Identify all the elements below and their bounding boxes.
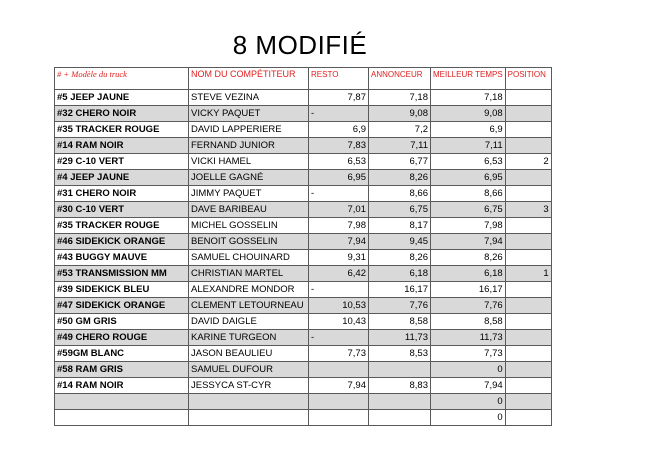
- cell-meilleur-temps: 7,98: [431, 218, 506, 234]
- table-row: [55, 410, 552, 426]
- cell-truck: #14 RAM NOIR: [55, 138, 189, 154]
- cell-resto: 10,53: [309, 298, 369, 314]
- cell-position: [505, 394, 551, 410]
- cell-meilleur-temps: 6,9: [431, 122, 506, 138]
- cell-position: [505, 314, 551, 330]
- cell-truck: #39 SIDEKICK BLEU: [55, 282, 189, 298]
- cell-competiteur: JIMMY PAQUET: [189, 186, 309, 202]
- cell-position: [505, 234, 551, 250]
- cell-meilleur-temps: 7,94: [431, 234, 506, 250]
- cell-annonceur: 8,53: [369, 346, 431, 362]
- cell-truck: #59GM BLANC: [55, 346, 189, 362]
- cell-annonceur: 8,58: [369, 314, 431, 330]
- results-table: [54, 67, 552, 426]
- cell-position: [505, 138, 551, 154]
- cell-truck: #29 C-10 VERT: [55, 154, 189, 170]
- cell-meilleur-temps: 6,18: [431, 266, 506, 282]
- cell-annonceur: 6,75: [369, 202, 431, 218]
- table-row: [55, 186, 552, 202]
- cell-competiteur: DAVID DAIGLE: [189, 314, 309, 330]
- cell-annonceur: 6,18: [369, 266, 431, 282]
- table-row: [55, 266, 552, 282]
- cell-competiteur: CHRISTIAN MARTEL: [189, 266, 309, 282]
- cell-annonceur: 8,26: [369, 250, 431, 266]
- cell-competiteur: VICKY PAQUET: [189, 106, 309, 122]
- cell-truck: #43 BUGGY MAUVE: [55, 250, 189, 266]
- col-header-meilleur-temps: MEILLEUR TEMPS: [431, 68, 506, 90]
- table-row: [55, 154, 552, 170]
- cell-meilleur-temps: 6,53: [431, 154, 506, 170]
- table-row: [55, 170, 552, 186]
- cell-truck: #49 CHERO ROUGE: [55, 330, 189, 346]
- cell-meilleur-temps: 7,11: [431, 138, 506, 154]
- cell-position: [505, 90, 551, 106]
- table-row: [55, 234, 552, 250]
- table-row: [55, 362, 552, 378]
- cell-resto: 9,31: [309, 250, 369, 266]
- cell-truck: #35 TRACKER ROUGE: [55, 218, 189, 234]
- cell-competiteur: [189, 410, 309, 426]
- cell-competiteur: CLEMENT LETOURNEAU: [189, 298, 309, 314]
- cell-annonceur: 8,26: [369, 170, 431, 186]
- cell-meilleur-temps: 8,66: [431, 186, 506, 202]
- cell-meilleur-temps: 9,08: [431, 106, 506, 122]
- cell-position: [505, 218, 551, 234]
- col-header-modele: # + Modèle du truck: [55, 68, 189, 90]
- cell-position: [505, 330, 551, 346]
- table-row: [55, 314, 552, 330]
- cell-resto: [309, 362, 369, 378]
- sheet-title: 8 MODIFIÉ: [232, 30, 368, 60]
- cell-truck: [55, 410, 189, 426]
- cell-position: 3: [505, 202, 551, 218]
- cell-meilleur-temps: 16,17: [431, 282, 506, 298]
- cell-position: [505, 170, 551, 186]
- cell-annonceur: 6,77: [369, 154, 431, 170]
- cell-meilleur-temps: 7,18: [431, 90, 506, 106]
- cell-position: [505, 250, 551, 266]
- cell-truck: #5 JEEP JAUNE: [55, 90, 189, 106]
- col-header-resto: RESTO: [309, 68, 369, 90]
- col-header-position: POSITION: [505, 68, 551, 90]
- cell-resto: [309, 410, 369, 426]
- table-row: [55, 90, 552, 106]
- table-row: [55, 218, 552, 234]
- cell-truck: #35 TRACKER ROUGE: [55, 122, 189, 138]
- table-row: [55, 282, 552, 298]
- cell-competiteur: FERNAND JUNIOR: [189, 138, 309, 154]
- cell-resto: 7,94: [309, 378, 369, 394]
- col-header-annonceur: ANNONCEUR: [369, 68, 431, 90]
- cell-resto: -: [309, 186, 369, 202]
- cell-position: [505, 378, 551, 394]
- cell-truck: #30 C-10 VERT: [55, 202, 189, 218]
- cell-competiteur: ALEXANDRE MONDOR: [189, 282, 309, 298]
- cell-annonceur: 11,73: [369, 330, 431, 346]
- cell-meilleur-temps: 7,76: [431, 298, 506, 314]
- cell-meilleur-temps: 7,73: [431, 346, 506, 362]
- cell-position: [505, 410, 551, 426]
- cell-truck: #32 CHERO NOIR: [55, 106, 189, 122]
- cell-annonceur: [369, 410, 431, 426]
- cell-competiteur: BENOIT GOSSELIN: [189, 234, 309, 250]
- cell-competiteur: DAVE BARIBEAU: [189, 202, 309, 218]
- cell-competiteur: MICHEL GOSSELIN: [189, 218, 309, 234]
- cell-competiteur: KARINE TURGEON: [189, 330, 309, 346]
- cell-annonceur: 9,08: [369, 106, 431, 122]
- cell-competiteur: JASON BEAULIEU: [189, 346, 309, 362]
- cell-position: 2: [505, 154, 551, 170]
- cell-competiteur: SAMUEL DUFOUR: [189, 362, 309, 378]
- table-row: [55, 330, 552, 346]
- cell-resto: 7,01: [309, 202, 369, 218]
- cell-resto: -: [309, 282, 369, 298]
- cell-truck: #58 RAM GRIS: [55, 362, 189, 378]
- cell-competiteur: DAVID LAPPERIERE: [189, 122, 309, 138]
- table-row: [55, 346, 552, 362]
- cell-position: [505, 346, 551, 362]
- cell-annonceur: 8,17: [369, 218, 431, 234]
- cell-competiteur: STEVE VEZINA: [189, 90, 309, 106]
- cell-annonceur: 7,76: [369, 298, 431, 314]
- cell-meilleur-temps: 8,58: [431, 314, 506, 330]
- table-row: [55, 394, 552, 410]
- cell-annonceur: [369, 394, 431, 410]
- cell-truck: #46 SIDEKICK ORANGE: [55, 234, 189, 250]
- cell-position: 1: [505, 266, 551, 282]
- cell-truck: #31 CHERO NOIR: [55, 186, 189, 202]
- table-row: [55, 106, 552, 122]
- cell-annonceur: 9,45: [369, 234, 431, 250]
- cell-meilleur-temps: 7,94: [431, 378, 506, 394]
- cell-annonceur: [369, 362, 431, 378]
- table-row: [55, 138, 552, 154]
- cell-position: [505, 186, 551, 202]
- cell-resto: 7,98: [309, 218, 369, 234]
- cell-annonceur: 7,2: [369, 122, 431, 138]
- table-row: [55, 378, 552, 394]
- table-row: [55, 298, 552, 314]
- cell-meilleur-temps: 0: [431, 362, 506, 378]
- cell-resto: [309, 394, 369, 410]
- cell-meilleur-temps: 11,73: [431, 330, 506, 346]
- cell-meilleur-temps: 6,75: [431, 202, 506, 218]
- cell-competiteur: SAMUEL CHOUINARD: [189, 250, 309, 266]
- cell-truck: #14 RAM NOIR: [55, 378, 189, 394]
- cell-resto: 6,95: [309, 170, 369, 186]
- cell-annonceur: 7,11: [369, 138, 431, 154]
- cell-resto: 10,43: [309, 314, 369, 330]
- cell-resto: 7,83: [309, 138, 369, 154]
- cell-resto: -: [309, 330, 369, 346]
- header-row: [55, 68, 552, 90]
- table-row: [55, 202, 552, 218]
- cell-truck: #47 SIDEKICK ORANGE: [55, 298, 189, 314]
- cell-annonceur: 8,66: [369, 186, 431, 202]
- cell-meilleur-temps: 0: [431, 394, 506, 410]
- cell-annonceur: 7,18: [369, 90, 431, 106]
- cell-position: [505, 298, 551, 314]
- cell-resto: -: [309, 106, 369, 122]
- cell-truck: #50 GM GRIS: [55, 314, 189, 330]
- cell-truck: #4 JEEP JAUNE: [55, 170, 189, 186]
- cell-position: [505, 122, 551, 138]
- col-header-nom: NOM DU COMPÉTITEUR: [189, 68, 309, 90]
- cell-resto: 6,9: [309, 122, 369, 138]
- cell-resto: 7,73: [309, 346, 369, 362]
- cell-annonceur: 8,83: [369, 378, 431, 394]
- cell-position: [505, 106, 551, 122]
- cell-position: [505, 362, 551, 378]
- cell-position: [505, 282, 551, 298]
- cell-meilleur-temps: 0: [431, 410, 506, 426]
- cell-truck: [55, 394, 189, 410]
- cell-competiteur: VICKI HAMEL: [189, 154, 309, 170]
- cell-meilleur-temps: 6,95: [431, 170, 506, 186]
- cell-competiteur: [189, 394, 309, 410]
- cell-meilleur-temps: 8,26: [431, 250, 506, 266]
- cell-resto: 7,87: [309, 90, 369, 106]
- cell-competiteur: JESSYCA ST-CYR: [189, 378, 309, 394]
- cell-resto: 7,94: [309, 234, 369, 250]
- cell-resto: 6,42: [309, 266, 369, 282]
- cell-competiteur: JOELLE GAGNÉ: [189, 170, 309, 186]
- cell-annonceur: 16,17: [369, 282, 431, 298]
- table-row: [55, 250, 552, 266]
- cell-resto: 6,53: [309, 154, 369, 170]
- table-row: [55, 122, 552, 138]
- cell-truck: #53 TRANSMISSION MM: [55, 266, 189, 282]
